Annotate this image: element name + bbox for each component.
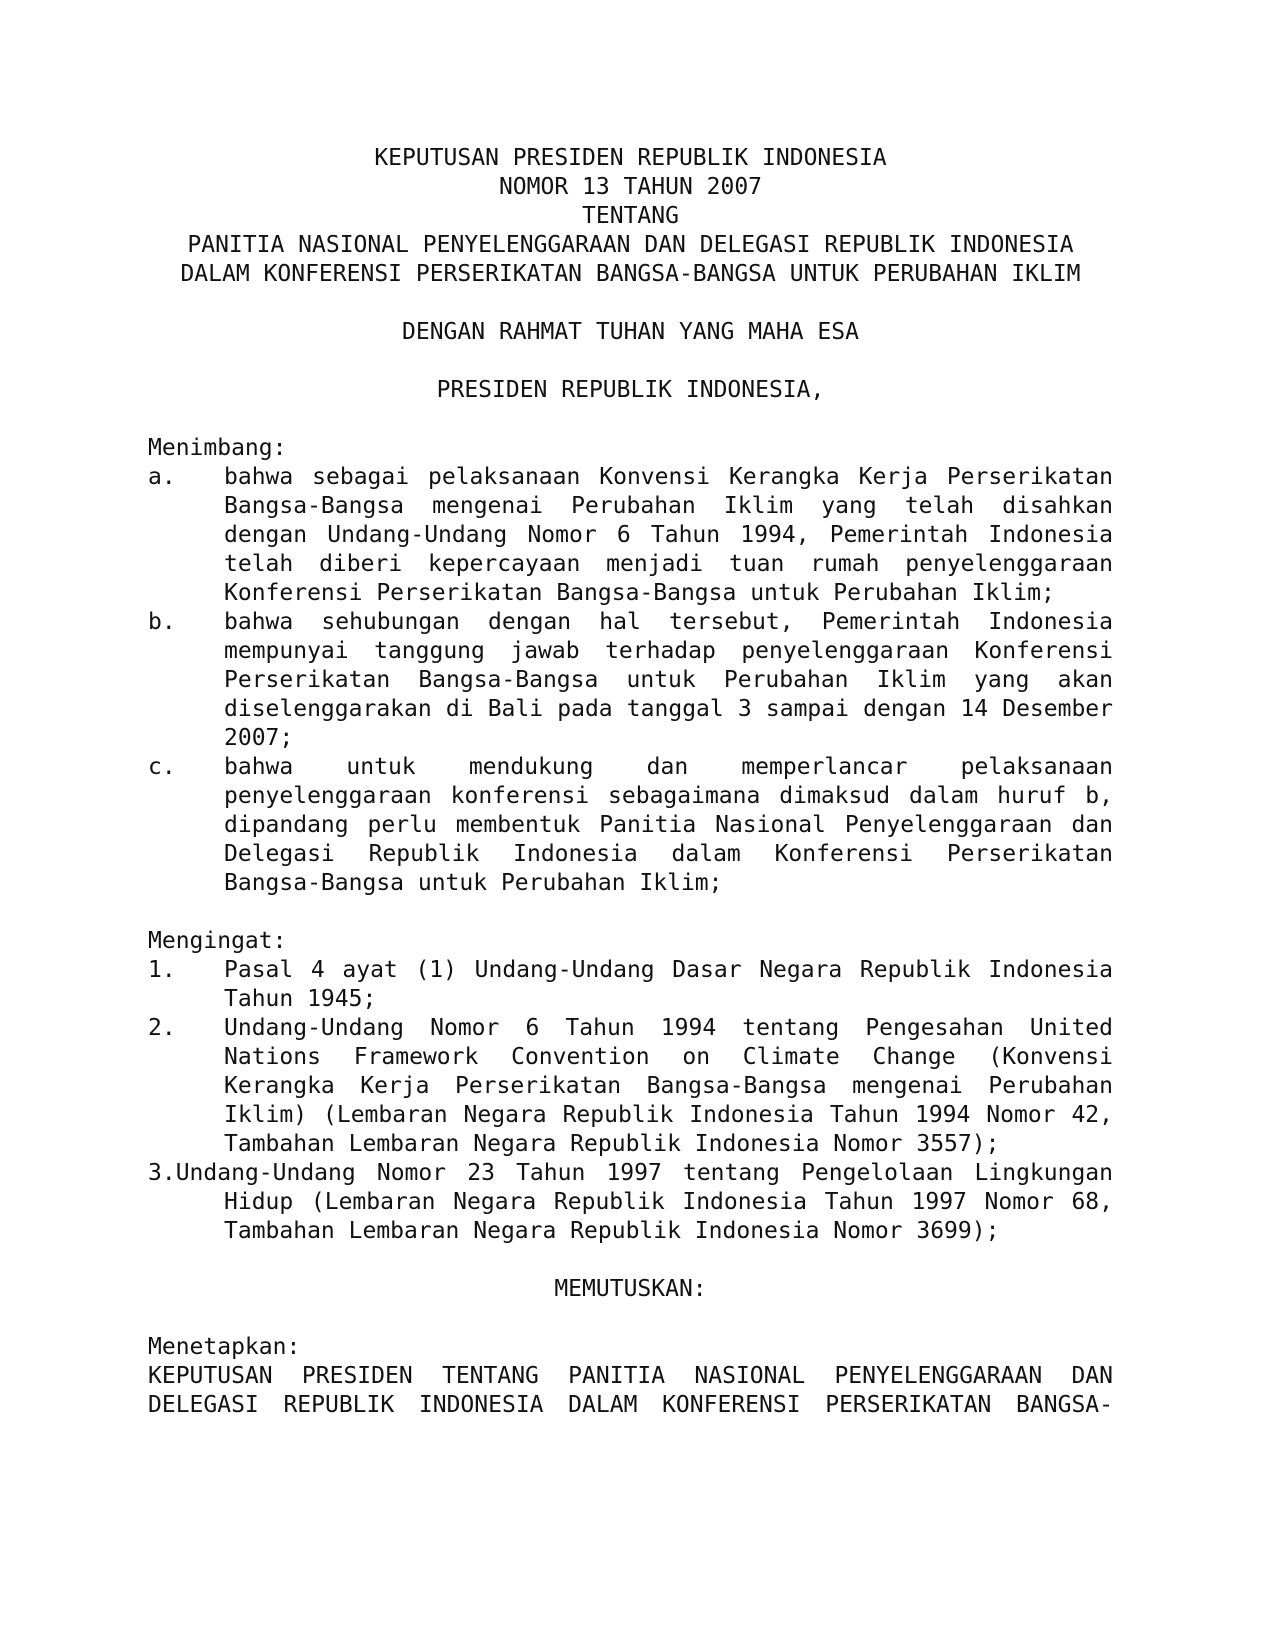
mengingat-item-3 (148, 1159, 1113, 1246)
header-tentang: TENTANG (582, 203, 679, 229)
header-subject-line-2: DALAM KONFERENSI PERSERIKATAN BANGSA-BANGSA UNTUK PERUBAHAN IKLIM (180, 261, 1081, 287)
mengingat-label: Mengingat: (148, 928, 287, 954)
document-page (148, 144, 1113, 1420)
menimbang-label: Menimbang: (148, 435, 287, 461)
menetapkan-line-1: KEPUTUSAN PRESIDEN TENTANG PANITIA NASIONAL PENYELENGGARAAN DAN (148, 1363, 1113, 1389)
menetapkan-label: Menetapkan: (148, 1334, 301, 1360)
item-text: bahwa sebagai pelaksanaan Konvensi Kerangka Kerja Perserikatan Bangsa-Bangsa mengenai Perubahan Iklim yang telah disahkan dengan Undang-Undang Nomor 6 Tahun 1994, Pemerintah Indonesia telah diberi kepercayaan menjadi tuan rumah penyelenggaraan Konferensi Perserikatan Bangsa-Bangsa untuk Perubahan Iklim; (224, 464, 1113, 606)
item-text: Undang-Undang Nomor 23 Tahun 1997 tentang Pengelolaan Lingkungan Hidup (Lembaran Negara Republik Indonesia Tahun 1997 Nomor 68, Tambahan Lembaran Negara Republik Indonesia Nomor 3699); (175, 1160, 1113, 1244)
item-marker: 3. (148, 1160, 176, 1186)
header-title: KEPUTUSAN PRESIDEN REPUBLIK INDONESIA (374, 145, 887, 171)
issuer: PRESIDEN REPUBLIK INDONESIA, (436, 377, 825, 403)
item-marker: c. (148, 754, 176, 780)
item-text: Pasal 4 ayat (1) Undang-Undang Dasar Negara Republik Indonesia Tahun 1945; (224, 957, 1113, 1012)
spacer (148, 347, 1113, 376)
header-subject-line-1: PANITIA NASIONAL PENYELENGGARAAN DAN DELEGASI REPUBLIK INDONESIA (187, 232, 1074, 258)
header-number: NOMOR 13 TAHUN 2007 (498, 174, 763, 200)
menetapkan-line-2: DELEGASI REPUBLIK INDONESIA DALAM KONFERENSI PERSERIKATAN BANGSA- (148, 1392, 1113, 1418)
item-marker: a. (148, 464, 176, 490)
item-text: Undang-Undang Nomor 6 Tahun 1994 tentang Pengesahan United Nations Framework Convention on Climate Change (Konvensi Kerangka Kerja Perserikatan Bangsa-Bangsa mengenai Perubahan Iklim) (Lembaran Negara Republik Indonesia Tahun 1994 Nomor 42, Tambahan Lembaran Negara Republik Indonesia Nomor 3557); (224, 1015, 1113, 1157)
spacer (148, 898, 1113, 927)
spacer (148, 1304, 1113, 1333)
spacer (148, 1246, 1113, 1275)
opening-phrase: DENGAN RAHMAT TUHAN YANG MAHA ESA (402, 319, 859, 345)
menimbang-item-a (148, 463, 1113, 608)
item-marker: b. (148, 609, 176, 635)
memutuskan-heading: MEMUTUSKAN: (554, 1276, 707, 1302)
item-text: bahwa untuk mendukung dan memperlancar pelaksanaan penyelenggaraan konferensi sebagaimana dimaksud dalam huruf b, dipandang perlu membentuk Panitia Nasional Penyelenggaraan dan Delegasi Republik Indonesia dalam Konferensi Perserikatan Bangsa-Bangsa untuk Perubahan Iklim; (224, 754, 1113, 896)
item-marker: 2. (148, 1015, 176, 1041)
menimbang-item-b (148, 608, 1113, 753)
mengingat-item-2 (148, 1014, 1113, 1159)
mengingat-item-1 (148, 956, 1113, 1014)
menimbang-item-c (148, 753, 1113, 898)
item-marker: 1. (148, 957, 176, 983)
spacer (148, 405, 1113, 434)
spacer (148, 289, 1113, 318)
item-text: bahwa sehubungan dengan hal tersebut, Pemerintah Indonesia mempunyai tanggung jawab terhadap penyelenggaraan Konferensi Perserikatan Bangsa-Bangsa untuk Perubahan Iklim yang akan diselenggarakan di Bali pada tanggal 3 sampai dengan 14 Desember 2007; (224, 609, 1113, 751)
